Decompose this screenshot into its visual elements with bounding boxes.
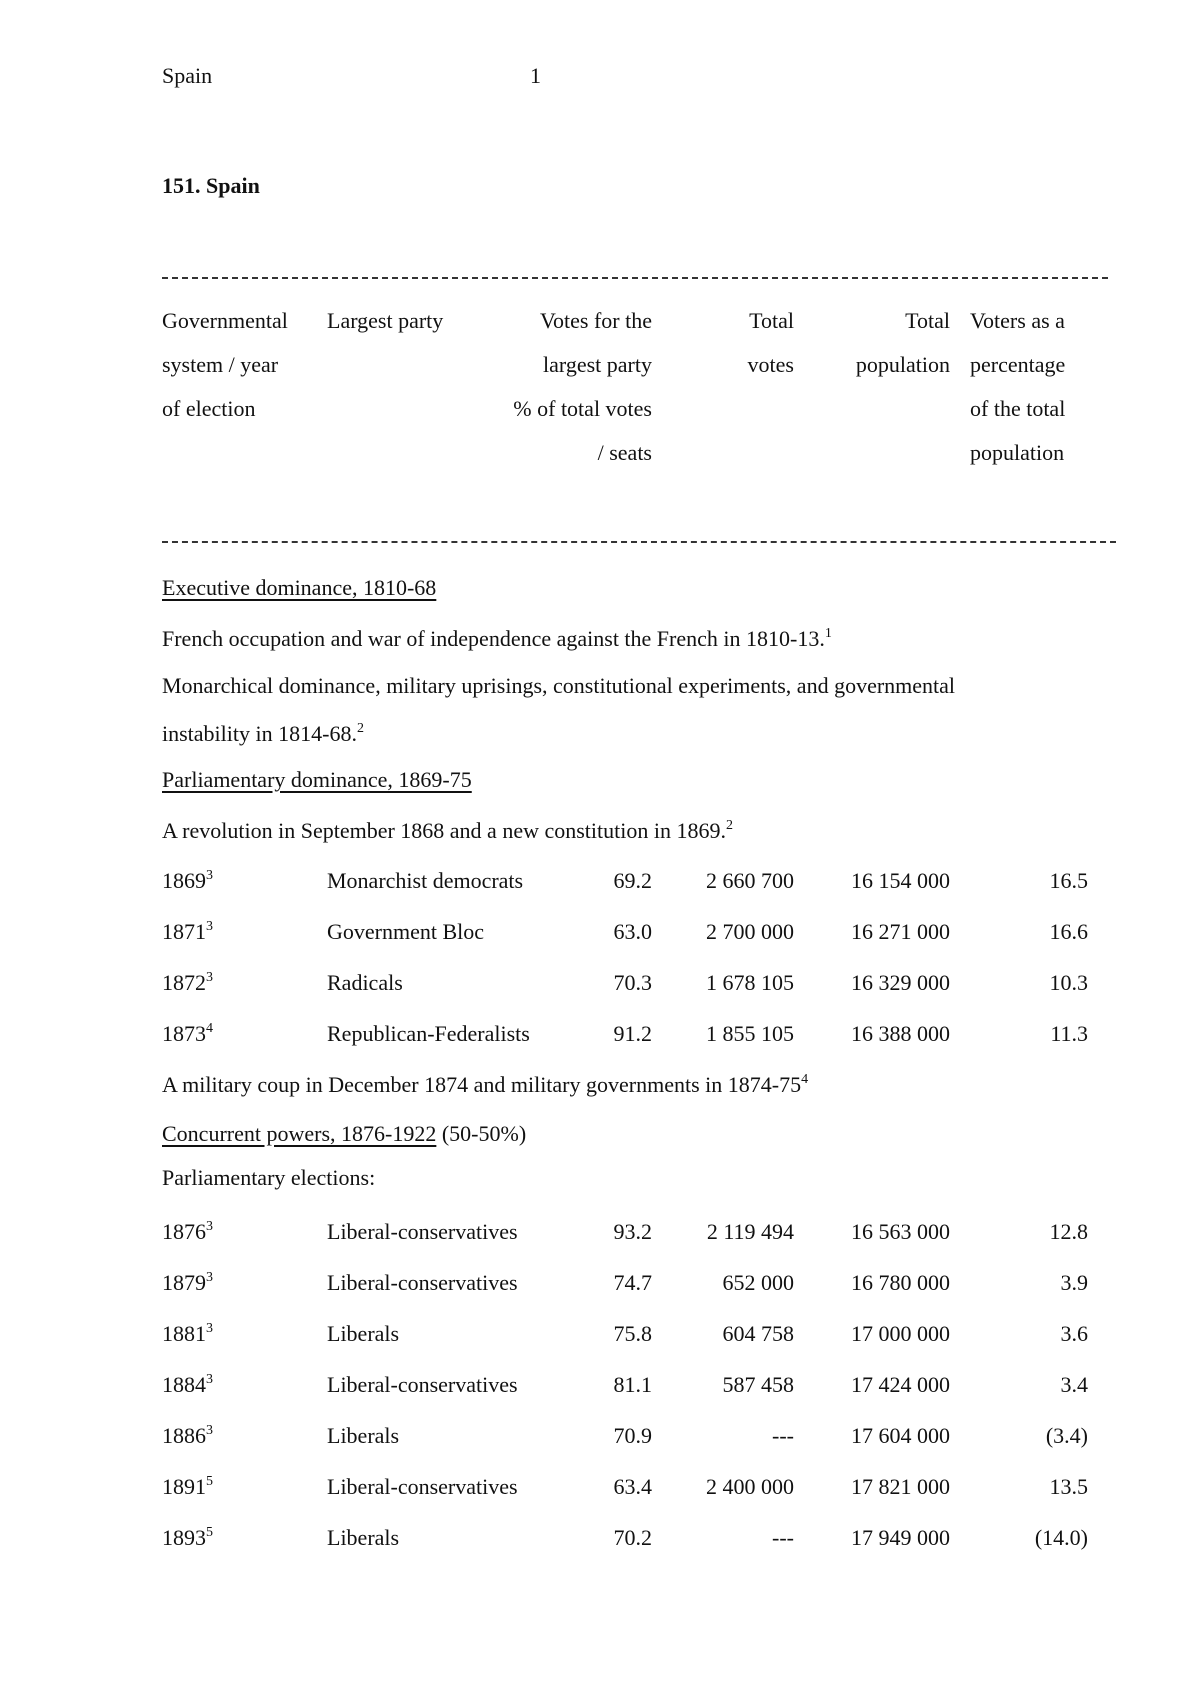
row-voters-pct: 10.3: [1049, 970, 1088, 995]
year-value: 1881: [162, 1321, 206, 1346]
footnote-ref: 5: [206, 1474, 213, 1489]
header-col-system-line2: system / year: [162, 352, 279, 377]
row-largest-pct: 81.1: [613, 1372, 652, 1397]
row-party: Radicals: [327, 970, 403, 995]
section1-text-line2: Monarchical dominance, military uprisings, constitutional experiments, and governmental: [162, 673, 956, 698]
row-year: [162, 1422, 213, 1450]
row-year: [162, 1473, 213, 1501]
section3-subheading: Parliamentary elections:: [162, 1165, 376, 1190]
row-largest-pct: 74.7: [613, 1270, 652, 1295]
row-party: Liberals: [327, 1525, 400, 1550]
row-total-votes: 1 678 105: [706, 970, 794, 995]
year-value: 1884: [162, 1372, 206, 1397]
row-total-population: 16 154 000: [851, 868, 950, 893]
header-col-votes-largest-line1: Votes for the: [539, 308, 652, 333]
header-col-voters-pct-line4: population: [970, 440, 1065, 465]
header-col-votes-largest-line2: largest party: [543, 352, 652, 377]
row-party: Monarchist democrats: [327, 868, 524, 893]
row-total-votes: 604 758: [722, 1321, 794, 1346]
row-voters-pct: 11.3: [1050, 1021, 1088, 1046]
footnote-ref: 5: [206, 1525, 213, 1540]
row-total-population: 17 000 000: [851, 1321, 950, 1346]
year-value: 1891: [162, 1474, 206, 1499]
header-col-total-votes-line2: votes: [747, 352, 794, 377]
year-value: 1871: [162, 919, 206, 944]
section2-intro: A revolution in September 1868 and a new constitution in 1869.$^2$: [162, 818, 733, 843]
row-total-votes: 2 400 000: [706, 1474, 794, 1499]
footnote-ref: 3: [206, 1270, 213, 1285]
row-year: [162, 1020, 213, 1048]
row-party: Liberal-conservatives: [327, 1270, 518, 1295]
footnote-ref: 4: [206, 1021, 213, 1036]
section-heading-concurrent-suffix: (50-50%): [436, 1121, 527, 1146]
row-total-population: 16 780 000: [851, 1270, 950, 1295]
row-voters-pct: 16.5: [1049, 868, 1088, 893]
footnote-ref: 4: [801, 1072, 809, 1087]
header-col-total-votes-line1: Total: [749, 308, 794, 333]
row-largest-pct: 93.2: [613, 1219, 652, 1244]
year-value: 1879: [162, 1270, 206, 1295]
document-title: 151. Spain: [162, 173, 260, 198]
row-voters-pct: 16.6: [1049, 919, 1088, 944]
row-largest-pct: 91.2: [613, 1021, 652, 1046]
header-col-voters-pct-line1: Voters as a: [970, 308, 1065, 333]
row-voters-pct: 13.5: [1049, 1474, 1088, 1499]
header-col-voters-pct-line3: of the total: [970, 396, 1066, 421]
row-year: [162, 918, 213, 946]
row-year: [162, 1269, 213, 1297]
row-total-votes: ---: [772, 1525, 794, 1550]
year-value: 1886: [162, 1423, 206, 1448]
year-value: 1873: [162, 1021, 206, 1046]
year-value: 1869: [162, 868, 206, 893]
row-year: [162, 1524, 213, 1552]
header-col-system-line3: of election: [162, 396, 256, 421]
row-total-population: 17 821 000: [851, 1474, 950, 1499]
row-voters-pct: 3.4: [1060, 1372, 1088, 1397]
row-party: Liberals: [327, 1321, 400, 1346]
footnote-ref: 3: [206, 1321, 213, 1336]
row-year: [162, 969, 213, 997]
top-divider: [162, 277, 1108, 279]
row-year: [162, 1320, 213, 1348]
row-party: Liberal-conservatives: [327, 1372, 518, 1397]
row-voters-pct: (14.0): [1034, 1525, 1088, 1550]
section-heading-parliamentary: Parliamentary dominance, 1869-75: [162, 767, 472, 792]
footnote-ref: 3: [206, 1423, 213, 1438]
row-total-votes: 652 000: [722, 1270, 794, 1295]
row-party: Government Bloc: [327, 919, 485, 944]
header-col-votes-largest-line3: % of total votes: [513, 396, 652, 421]
row-party: Republican-Federalists: [327, 1021, 530, 1046]
row-year: [162, 1371, 213, 1399]
row-largest-pct: 75.8: [613, 1321, 652, 1346]
footnote-ref: 3: [206, 919, 213, 934]
section-heading-concurrent: Concurrent powers, 1876-1922: [162, 1121, 437, 1146]
header-divider: [162, 541, 1116, 543]
row-voters-pct: 3.9: [1060, 1270, 1088, 1295]
section-heading-concurrent-wrap: [162, 1120, 526, 1148]
year-value: 1876: [162, 1219, 206, 1244]
running-header-title: Spain: [162, 63, 213, 88]
row-largest-pct: 70.3: [613, 970, 652, 995]
row-party: Liberals: [327, 1423, 400, 1448]
year-value: 1872: [162, 970, 206, 995]
footnote-ref: 3: [206, 1219, 213, 1234]
footnote-ref: 3: [206, 1372, 213, 1387]
row-total-votes: ---: [772, 1423, 794, 1448]
row-total-votes: 2 700 000: [706, 919, 794, 944]
footnote-ref: 1: [824, 626, 832, 641]
row-voters-pct: 3.6: [1060, 1321, 1088, 1346]
row-party: Liberal-conservatives: [327, 1219, 518, 1244]
row-total-population: 17 949 000: [851, 1525, 950, 1550]
year-value: 1893: [162, 1525, 206, 1550]
row-largest-pct: 69.2: [613, 868, 652, 893]
footnote-ref: 3: [206, 868, 213, 883]
row-total-population: 17 424 000: [851, 1372, 950, 1397]
row-total-population: 16 563 000: [851, 1219, 950, 1244]
page-number: 1: [530, 63, 541, 88]
header-col-votes-largest-line4: / seats: [597, 440, 652, 465]
row-voters-pct: 12.8: [1049, 1219, 1088, 1244]
header-col-party: Largest party: [327, 308, 444, 333]
row-year: [162, 1218, 213, 1246]
row-year: [162, 867, 213, 895]
footnote-ref: 2: [356, 721, 364, 736]
section2-outro: A military coup in December 1874 and military governments in $1874-75^4$: [162, 1072, 809, 1097]
row-total-population: 16 388 000: [851, 1021, 950, 1046]
header-col-system-line1: Governmental: [162, 308, 288, 333]
footnote-ref: 2: [725, 818, 733, 833]
row-party: Liberal-conservatives: [327, 1474, 518, 1499]
header-col-population-line2: population: [855, 352, 950, 377]
row-largest-pct: 63.0: [613, 919, 652, 944]
section-heading-executive: Executive dominance, 1810-68: [162, 575, 437, 600]
row-largest-pct: 70.2: [613, 1525, 652, 1550]
section1-text-line1: French occupation and war of independence against the French in 1810-13.$^1$: [162, 626, 832, 651]
row-total-votes: 587 458: [722, 1372, 794, 1397]
row-total-population: 16 271 000: [851, 919, 950, 944]
header-col-population-line1: Total: [905, 308, 950, 333]
row-total-votes: 2 119 494: [706, 1219, 794, 1244]
row-total-votes: 1 855 105: [706, 1021, 794, 1046]
row-total-population: 17 604 000: [851, 1423, 950, 1448]
row-total-votes: 2 660 700: [706, 868, 794, 893]
row-total-population: 16 329 000: [851, 970, 950, 995]
header-col-voters-pct-line2: percentage: [970, 352, 1066, 377]
row-largest-pct: 70.9: [613, 1423, 652, 1448]
row-largest-pct: 63.4: [613, 1474, 652, 1499]
row-voters-pct: (3.4): [1045, 1423, 1088, 1448]
section1-text-line3: instability in 1814-68.$^2$: [162, 721, 364, 746]
footnote-ref: 3: [206, 970, 213, 985]
